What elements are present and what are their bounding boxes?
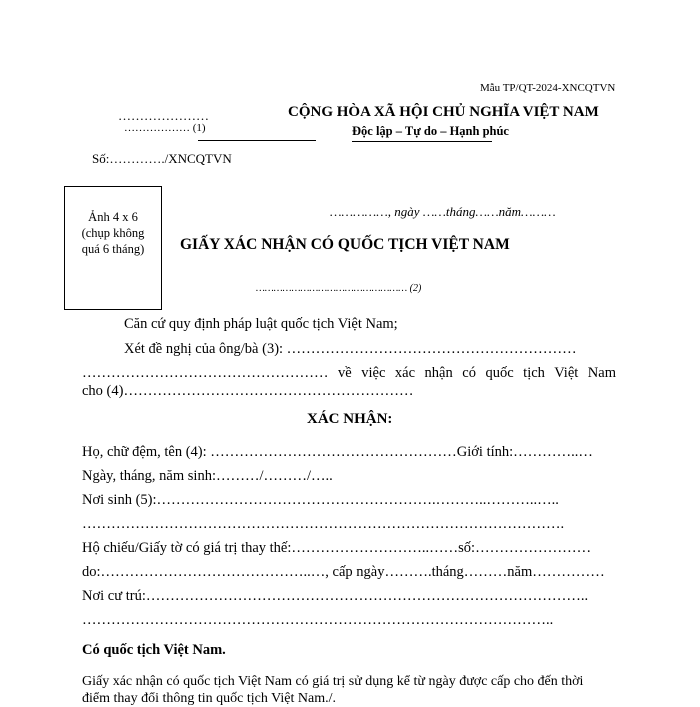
place-date: ……………, ngày ……tháng……năm……… [330, 204, 556, 219]
motto-underline [352, 141, 492, 142]
birthplace-field: Nơi sinh (5):………………………………………………….………..………..….. [82, 492, 559, 508]
org-dots: ……………… [124, 122, 190, 134]
validity-line-1: Giấy xác nhận có quốc tịch Việt Nam có giá trị sử dụng kể từ ngày được cấp cho đến thời [82, 674, 584, 689]
org-note: (1) [192, 122, 206, 134]
request-continuation-2: cho (4)…………………………………………………… [82, 383, 414, 399]
residence-continuation: …………………………………………………………………………………….. [82, 612, 554, 628]
section-title: XÁC NHẬN: [307, 411, 393, 427]
document-number: Số:…………./XNCQTVN [92, 151, 232, 166]
motto: Độc lập – Tự do – Hạnh phúc [352, 124, 509, 138]
photo-size: Ảnh 4 x 6 [88, 210, 138, 224]
issuer-placeholder: …………………………………………… (2) [256, 283, 422, 294]
passport-field: Hộ chiếu/Giấy tờ có giá trị thay thế:………………………..……số:…………………… [82, 540, 592, 556]
basis-line: Căn cứ quy định pháp luật quốc tịch Việt Nam; [124, 316, 398, 332]
org-underline [198, 140, 316, 141]
name-field: Họ, chữ đệm, tên (4): ……………………………………………Giới tính:…………..… [82, 444, 593, 460]
dob-field: Ngày, tháng, năm sinh:………/………/….. [82, 468, 333, 484]
request-continuation: …………………………………………… về việc xác nhận có quốc tịch Việt Nam [82, 365, 616, 381]
photo-box [64, 186, 162, 310]
document-title: GIẤY XÁC NHẬN CÓ QUỐC TỊCH VIỆT NAM [180, 236, 510, 253]
request-line: Xét đề nghị của ông/bà (3): …………………………………………………… [124, 341, 577, 357]
residence-field: Nơi cư trú:……………………………………………………………………………….. [82, 588, 589, 604]
org-subname-placeholder [124, 122, 206, 134]
validity-line-2: điểm thay đổi thông tin quốc tịch Việt Nam./. [82, 691, 336, 706]
org-name-placeholder: ………………… [118, 108, 209, 123]
photo-note-1: (chụp không [81, 226, 145, 240]
photo-note-2: quá 6 tháng) [81, 242, 145, 256]
birthplace-continuation: ………………………………………………………………………………………. [82, 516, 565, 532]
issued-field: do:……………………………………..…, cấp ngày……….tháng………năm…………… [82, 564, 605, 580]
conclusion: Có quốc tịch Việt Nam. [82, 642, 226, 658]
country-name: CỘNG HÒA XÃ HỘI CHỦ NGHĨA VIỆT NAM [288, 104, 599, 120]
form-code: Mẫu TP/QT-2024-XNCQTVN [480, 82, 616, 94]
